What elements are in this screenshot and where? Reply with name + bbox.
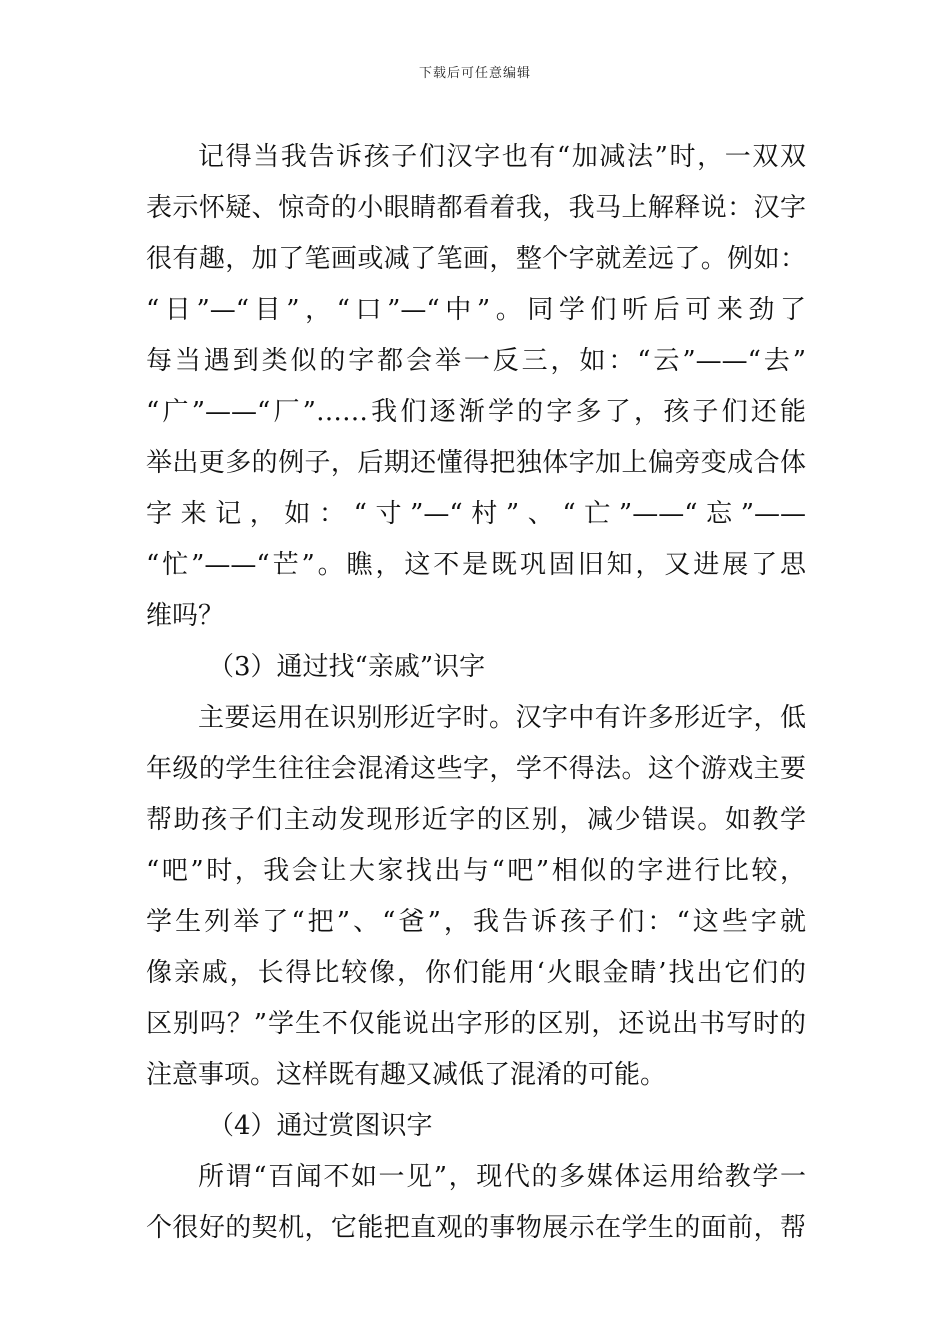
section-heading: （3）通过找“亲戚”识字 [208, 652, 486, 682]
paragraph-line: 区别吗？”学生不仅能说出字形的区别，还说出书写时的 [146, 1009, 806, 1039]
paragraph-line: 字来记，如：“寸”—“村”、“亡”——“忘”—— [146, 499, 806, 529]
document-body [146, 132, 806, 1254]
paragraph-line: 维吗？ [146, 601, 225, 631]
page-header-note: 下载后可任意编辑 [418, 66, 531, 81]
paragraph-line: 所谓“百闻不如一见”，现代的多媒体运用给教学一 [198, 1162, 806, 1192]
paragraph-line: 表示怀疑、惊奇的小眼睛都看着我，我马上解释说：汉字 [146, 193, 806, 223]
paragraph-line: 每当遇到类似的字都会举一反三，如：“云”——“去” [146, 346, 806, 376]
paragraph-line: 像亲戚，长得比较像，你们能用‘火眼金睛’找出它们的 [146, 958, 806, 988]
section-heading: （4）通过赏图识字 [208, 1111, 433, 1141]
paragraph-line: 年级的学生往往会混淆这些字，学不得法。这个游戏主要 [146, 754, 806, 784]
paragraph-line: 个很好的契机，它能把直观的事物展示在学生的面前，帮 [146, 1213, 806, 1243]
paragraph-line: 很有趣，加了笔画或减了笔画，整个字就差远了。例如： [146, 244, 806, 274]
paragraph-line: 学生列举了“把”、“爸”，我告诉孩子们：“这些字就 [146, 907, 806, 937]
paragraph-line: “吧”时，我会让大家找出与“吧”相似的字进行比较， [146, 856, 806, 886]
paragraph-line: 注意事项。这样既有趣又减低了混淆的可能。 [146, 1060, 667, 1090]
paragraph-line: 帮助孩子们主动发现形近字的区别，减少错误。如教学 [146, 805, 806, 835]
paragraph-line: “广”——“厂”……我们逐渐学的字多了，孩子们还能 [146, 397, 806, 427]
paragraph-line: “忙”——“芒”。瞧，这不是既巩固旧知，又进展了思 [146, 550, 806, 580]
paragraph-line: 主要运用在识别形近字时。汉字中有许多形近字，低 [198, 703, 806, 733]
paragraph-line: 举出更多的例子，后期还懂得把独体字加上偏旁变成合体 [146, 448, 806, 478]
paragraph-line: “日”—“目”，“口”—“中”。同学们听后可来劲了 [146, 295, 806, 325]
paragraph-line: 记得当我告诉孩子们汉字也有“加减法”时，一双双 [198, 142, 806, 172]
